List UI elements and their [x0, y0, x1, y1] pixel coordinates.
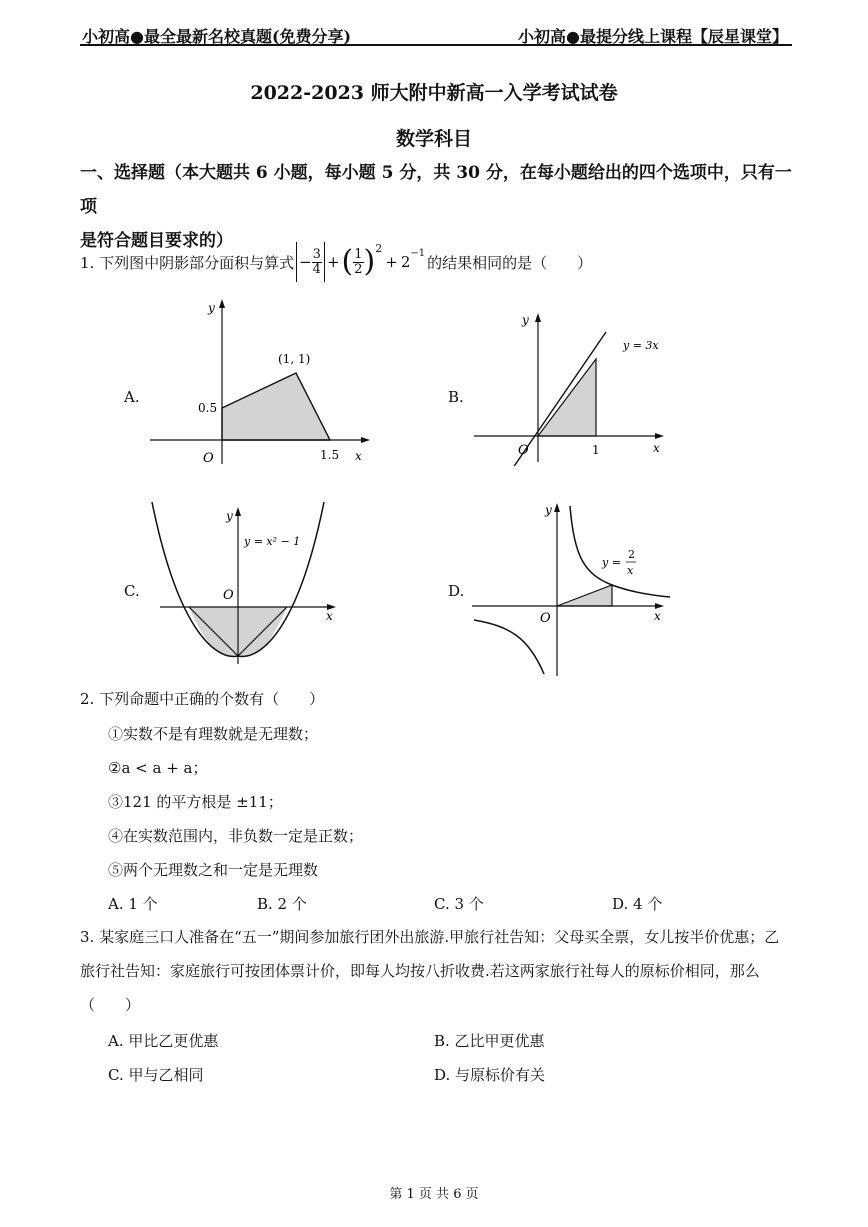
- section-heading-line1: 一、选择题（本大题共 6 小题，每小题 5 分，共 30 分，在每小题给出的四个选项中，只有一项: [80, 163, 792, 217]
- graph-b-x-label: x: [653, 441, 660, 455]
- q3-line-3: （ ）: [80, 996, 141, 1014]
- graph-b-x-tick: 1: [592, 443, 600, 457]
- q2-statement-5: ⑤两个无理数之和一定是无理数: [108, 861, 319, 879]
- q1-fraction-3-4: $\frac{3}{4}$: [312, 246, 321, 277]
- page-subtitle: 数学科目: [395, 128, 472, 150]
- page-title: 2022-2023 师大附中新高一入学考试试卷: [250, 82, 618, 104]
- header-right-text: 小初高●最提分线上课程【辰星课堂】: [518, 27, 788, 46]
- q1-base: 2: [400, 253, 411, 271]
- q1-plus2: +: [385, 253, 398, 271]
- header-divider: [80, 44, 792, 46]
- graph-d-hyperbola-branch-2: [474, 620, 544, 674]
- graph-a-x-label: x: [355, 449, 362, 463]
- graph-b: [468, 306, 678, 466]
- question-1-stem: [80, 240, 592, 284]
- graph-c-label: C.: [124, 582, 140, 600]
- q1-exponent2: −1: [410, 248, 426, 259]
- q3-option-b[interactable]: B. 乙比甲更优惠: [434, 1032, 545, 1050]
- page-footer: 第 1 页 共 6 页: [389, 1187, 479, 1202]
- graph-d-function-prefix: y =: [602, 556, 621, 569]
- q2-option-b[interactable]: B. 2 个: [257, 895, 307, 913]
- graph-d-y-label: y: [545, 503, 552, 517]
- q2-option-a[interactable]: A. 1 个: [108, 895, 158, 913]
- q2-option-d[interactable]: D. 4 个: [612, 895, 663, 913]
- q2-statement-4: ④在实数范围内，非负数一定是正数；: [108, 827, 364, 845]
- graph-d-origin-label: O: [540, 611, 551, 626]
- graph-a-label: A.: [124, 388, 140, 406]
- q2-statement-1: ①实数不是有理数就是无理数；: [108, 725, 319, 743]
- q1-plus: +: [326, 253, 340, 271]
- q3-line-1: 3. 某家庭三口人准备在“五一”期间参加旅行团外出旅游.甲旅行社告知：父母买全票，女儿按半价优惠；乙: [80, 928, 780, 946]
- graph-d-x-label: x: [654, 609, 661, 623]
- graph-d-hyperbola-branch-1: [570, 506, 670, 597]
- graph-a-x-tick: 1.5: [320, 448, 340, 462]
- graph-c-x-label: x: [326, 609, 333, 623]
- q3-option-c[interactable]: C. 甲与乙相同: [108, 1066, 204, 1084]
- graph-a-point-label: (1, 1): [278, 352, 311, 366]
- question-3-stem: [80, 920, 792, 1022]
- graph-d: [468, 496, 678, 678]
- section-heading-line2: 是符合题目要求的）: [80, 231, 233, 251]
- graph-a-y-tick: 0.5: [198, 401, 218, 415]
- graph-b-shaded-region: [538, 359, 596, 436]
- graph-d-shaded-region: [557, 585, 612, 606]
- graph-d-function-numerator: 2: [628, 548, 635, 561]
- graph-b-label: B.: [448, 388, 464, 406]
- graph-b-y-label: y: [522, 313, 529, 327]
- q3-line-2: 旅行社告知：家庭旅行可按团体票计价，即每人均按八折收费.若这两家旅行社每人的原标价相同，那么: [80, 962, 760, 980]
- q1-exponent: 2: [375, 242, 383, 255]
- graph-a: [140, 292, 380, 472]
- graph-a-shaded-region: [222, 373, 330, 440]
- q2-option-c[interactable]: C. 3 个: [434, 895, 484, 913]
- q2-statement-2: ②a < a + a；: [108, 759, 208, 777]
- graph-c: [140, 500, 350, 670]
- header-left-text: 小初高●最全最新名校真题(免费分享): [82, 27, 352, 46]
- graph-c-origin-label: O: [223, 588, 234, 603]
- q1-expression: − $\frac{3}{4}$ + ( $\frac{1}{2}$ ) $^2$ + 2 $^{-1}$: [296, 242, 425, 282]
- question-2-stem: 2. 下列命题中正确的个数有（ ）: [80, 690, 325, 708]
- graph-a-origin-label: O: [203, 451, 214, 466]
- graph-c-y-label: y: [226, 509, 233, 523]
- q1-suffix: 的结果相同的是（ ）: [427, 253, 593, 272]
- graph-a-y-label: y: [208, 301, 215, 315]
- graph-b-function-label: y = 3x: [623, 339, 659, 352]
- q1-minus: −: [299, 253, 312, 271]
- graph-d-function-denominator: x: [627, 564, 634, 577]
- q1-fraction-1-2: $\frac{1}{2}$: [354, 246, 363, 277]
- q2-statement-3: ③121 的平方根是 ±11；: [108, 793, 283, 811]
- q3-option-a[interactable]: A. 甲比乙更优惠: [108, 1032, 219, 1050]
- q3-option-d[interactable]: D. 与原标价有关: [434, 1066, 546, 1084]
- graph-b-origin-label: O: [518, 443, 529, 458]
- graph-c-function-label: y = x² − 1: [244, 535, 301, 548]
- q1-prefix: 1. 下列图中阴影部分面积与算式: [80, 253, 295, 272]
- graph-d-label: D.: [448, 582, 465, 600]
